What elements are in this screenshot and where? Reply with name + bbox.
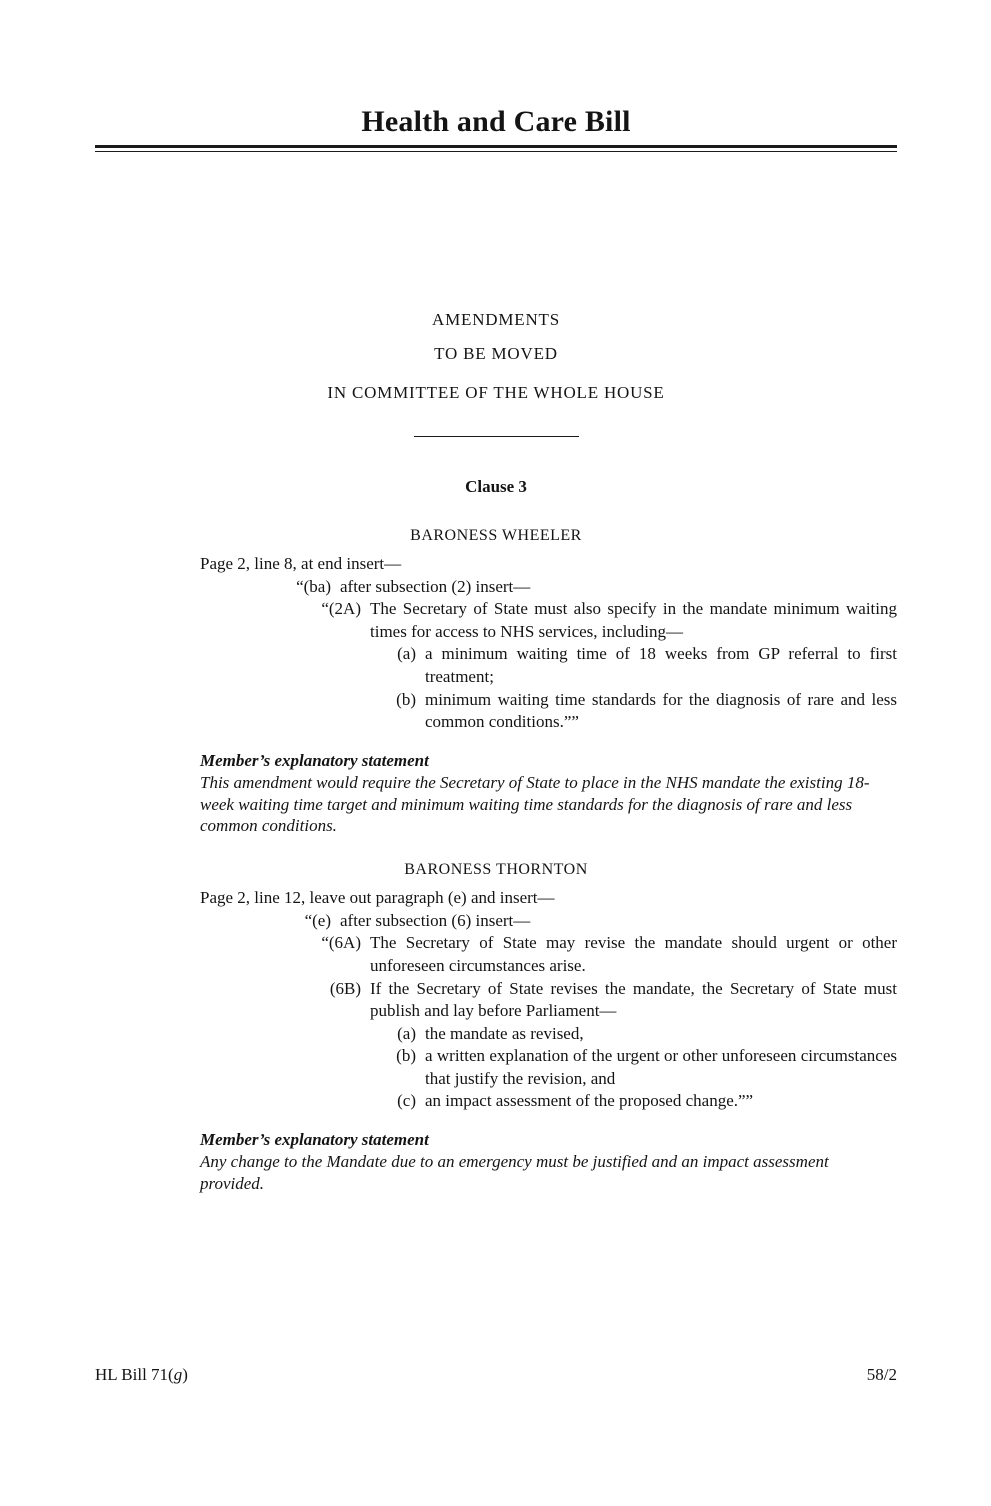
item-text: an impact assessment of the proposed change.”” (425, 1091, 754, 1111)
item-label: (a) (397, 1023, 416, 1043)
footer-bill-number-text: HL Bill 71( (95, 1365, 174, 1384)
footer-bill-number-italic: g (173, 1365, 183, 1384)
amendment-instruction: Page 2, line 12, leave out paragraph (e) and insert— (200, 888, 555, 908)
item-text: The Secretary of State may revise the mandate should urgent or other unforeseen circumstances arise. (370, 933, 897, 975)
document-page (95, 105, 897, 1195)
amendment-body (200, 553, 897, 837)
item-text: after subsection (6) insert— (340, 910, 531, 930)
footer-page-number: 58/2 (866, 1365, 897, 1384)
footer-bill-number (95, 1365, 188, 1385)
item-text: minimum waiting time standards for the diagnosis of rare and less common conditions.”” (425, 689, 897, 732)
item-label: (b) (396, 1046, 416, 1066)
item-text: If the Secretary of State revises the mandate, the Secretary of State must publish and lay before Parliament— (370, 978, 897, 1021)
item-text: the mandate as revised, (425, 1023, 584, 1043)
clause-heading: Clause 3 (465, 477, 527, 496)
title-rule (95, 145, 897, 152)
page-footer (95, 1365, 897, 1385)
amendment-item (200, 689, 897, 734)
item-text: after subsection (2) insert— (340, 576, 531, 596)
item-label: (b) (396, 689, 416, 709)
header-amendments: AMENDMENTS (432, 310, 560, 329)
amendment-item (200, 1023, 897, 1046)
explanatory-statement-text: Any change to the Mandate due to an emergency must be justified and an impact assessment provided. (200, 1152, 829, 1193)
amendment-instruction: Page 2, line 8, at end insert— (200, 554, 402, 573)
item-label: (a) (397, 644, 416, 664)
footer-bill-number-close: ) (182, 1365, 188, 1384)
amendment-body (200, 887, 897, 1195)
header-committee: IN COMMITTEE OF THE WHOLE HOUSE (327, 383, 665, 402)
amendment-item (200, 932, 897, 977)
item-text: a written explanation of the urgent or other unforeseen circumstances that justify the revision, and (425, 1046, 897, 1088)
item-label: “(2A) (321, 599, 361, 619)
amendment-item (200, 910, 897, 933)
item-label: “(ba) (296, 576, 331, 596)
section-separator-rule (414, 436, 579, 437)
amendment-item (200, 1090, 897, 1113)
item-label: (c) (397, 1091, 416, 1111)
mover-name: BARONESS THORNTON (404, 861, 588, 879)
item-text: The Secretary of State must also specify in the mandate minimum waiting times for access to NHS services, including— (370, 599, 897, 641)
explanatory-statement-heading: Member’s explanatory statement (200, 750, 429, 770)
amendment-item (200, 643, 897, 688)
item-label: (6B) (329, 978, 361, 998)
explanatory-statement-text: This amendment would require the Secretary of State to place in the NHS mandate the existing 18-week waiting time target and minimum waiting time standards for the diagnosis of rare and less common conditions. (200, 772, 870, 836)
explanatory-statement-heading: Member’s explanatory statement (200, 1130, 429, 1150)
amendment-item (200, 978, 897, 1023)
item-label: “(e) (304, 910, 331, 930)
document-title: Health and Care Bill (361, 105, 631, 138)
amendment-item (200, 598, 897, 643)
amendment-item (200, 1045, 897, 1090)
header-to-be-moved: TO BE MOVED (434, 344, 558, 363)
amendment-item (200, 576, 897, 599)
item-text: a minimum waiting time of 18 weeks from GP referral to first treatment; (425, 644, 897, 686)
item-label: “(6A) (321, 933, 361, 953)
mover-name: BARONESS WHEELER (410, 527, 582, 544)
